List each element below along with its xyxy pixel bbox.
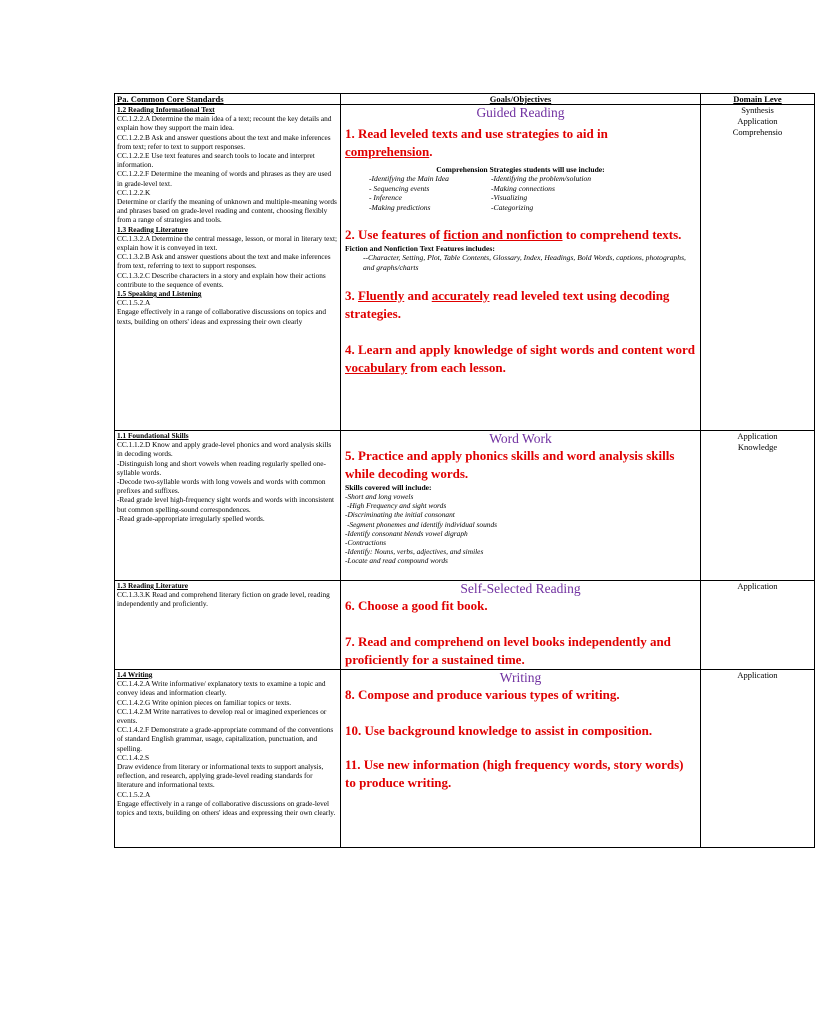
strategies-heading: Comprehension Strategies students will use include: bbox=[436, 165, 605, 174]
skills-heading: Skills covered will include: bbox=[345, 483, 432, 492]
goal-4 bbox=[345, 341, 696, 377]
standard-text: -Decode two-syllable words with long vowels and words with common prefixes and suffixes. bbox=[117, 477, 326, 496]
standards-table bbox=[114, 93, 815, 848]
domain-cell bbox=[701, 105, 815, 431]
standard-text: CC.1.4.2.M Write narratives to develop real or imagined experiences or events. bbox=[117, 706, 327, 726]
header-standards: Pa. Common Core Standards bbox=[115, 94, 341, 105]
strategies-list bbox=[345, 174, 696, 212]
header-domain: Domain Leve bbox=[701, 94, 815, 105]
strategy-item: -Categorizing bbox=[491, 202, 534, 212]
goal-text: from each lesson. bbox=[407, 359, 506, 375]
standard-text: CC.1.3.2.A Determine the central message, lesson, or moral in literary text; explain how it is conveyed in text. bbox=[117, 233, 338, 253]
skill-item: -Short and long vowels bbox=[345, 492, 414, 501]
standards-heading: 1.3 Reading Literature bbox=[117, 224, 189, 234]
standard-text: CC.1.4.2.F Demonstrate a grade-appropriate command of the conventions of standard English grammar, usage, capitalization, punctuation, and spelling. bbox=[117, 725, 334, 753]
standard-text: -Read grade-appropriate irregularly spelled words. bbox=[117, 513, 265, 523]
standards-cell bbox=[115, 105, 341, 431]
goal-10: 10. Use background knowledge to assist in composition. bbox=[345, 723, 653, 738]
skill-item: -Discriminating the initial consonant bbox=[345, 510, 455, 520]
standard-text: Determine or clarify the meaning of unknown and multiple-meaning words and phrases based on grade-level reading and content, choosing flexibly from a range of strategies and tools. bbox=[117, 197, 337, 225]
goals-cell bbox=[341, 431, 701, 581]
standard-text: CC.1.4.2.S bbox=[117, 752, 150, 762]
domain-level: Application bbox=[737, 431, 778, 441]
standard-text: CC.1.3.2.C Describe characters in a story and explain how their actions contribute to the sequence of events. bbox=[117, 270, 326, 289]
standards-heading: 1.5 Speaking and Listening bbox=[117, 289, 202, 299]
skill-item: -Locate and read compound words bbox=[345, 556, 448, 566]
goal-text: and bbox=[404, 287, 432, 303]
writing-row bbox=[115, 670, 815, 848]
strategy-item: -Making connections bbox=[491, 183, 555, 193]
section-title: Self-Selected Reading bbox=[460, 581, 581, 596]
goal-emphasis: Fluently bbox=[358, 287, 405, 303]
domain-level: Application bbox=[737, 670, 778, 680]
domain-level: Application bbox=[737, 581, 778, 591]
goal-emphasis: fiction and nonfiction bbox=[443, 227, 563, 243]
standard-text: -Distinguish long and short vowels when reading regularly spelled one-syllable words. bbox=[117, 458, 326, 477]
skill-item: -Contractions bbox=[345, 538, 387, 548]
domain-cell bbox=[701, 581, 815, 670]
goal-emphasis: vocabulary bbox=[345, 359, 408, 375]
goal-emphasis: accurately bbox=[431, 287, 490, 303]
goal-text: 2. Use features of bbox=[345, 227, 444, 243]
domain-cell bbox=[701, 670, 815, 848]
strategy-item: - Inference bbox=[369, 193, 402, 203]
standards-cell bbox=[115, 581, 341, 670]
standard-text: CC.1.2.2.E Use text features and search tools to locate and interpret information. bbox=[117, 151, 315, 170]
goal-emphasis: comprehension bbox=[345, 144, 430, 159]
strategy-item: - Sequencing events bbox=[369, 183, 430, 193]
standard-text: CC.1.4.2.A Write informative/ explanatory texts to examine a topic and convey ideas and information clearly. bbox=[117, 679, 326, 698]
strategy-item: -Visualizing bbox=[491, 193, 528, 203]
strategy-item: -Identifying the Main Idea bbox=[369, 174, 449, 183]
goal-text: read leveled text using decoding strategies. bbox=[345, 287, 670, 321]
goals-cell bbox=[341, 670, 701, 848]
standard-text: Engage effectively in a range of collaborative discussions on grade-level topics and texts, building on others' ideas and expressing their own clearly. bbox=[117, 798, 336, 818]
skill-item: -Segment phonemes and identify individual sounds bbox=[347, 519, 498, 529]
skill-item: -High Frequency and sight words bbox=[347, 501, 447, 511]
skill-item: -Identify consonant blends vowel digraph bbox=[345, 528, 468, 538]
domain-cell bbox=[701, 431, 815, 581]
standard-text: Draw evidence from literary or informational texts to support analysis, reflection, and research, applying grade-level reading standards for literature and informational texts. bbox=[117, 762, 324, 790]
domain-level: Synthesis bbox=[741, 105, 774, 115]
standard-text: CC.1.2.2.F Determine the meaning of words and phrases as they are used in grade-level text. bbox=[117, 169, 332, 188]
features-list: --Character, Setting, Plot, Table Contents, Glossary, Index, Headings, Bold Words, captions, photographs, and graphs/charts bbox=[363, 253, 686, 272]
goal-6: 6. Choose a good fit book. bbox=[345, 598, 488, 613]
section-title: Word Work bbox=[489, 431, 552, 446]
domain-level: Comprehensio bbox=[732, 127, 783, 137]
standard-text: CC.1.4.2.G Write opinion pieces on familiar topics or texts. bbox=[117, 697, 292, 707]
standard-text: CC.1.3.2.B Ask and answer questions about the text and make inferences from text, referring to text to support responses. bbox=[117, 252, 331, 271]
standards-cell bbox=[115, 670, 341, 848]
header-goals: Goals/Objectives bbox=[341, 94, 701, 105]
standard-text: CC.1.2.2.K bbox=[117, 187, 151, 197]
standard-text: Engage effectively in a range of collaborative discussions on topics and texts, building on others' ideas and expressing their own clearly bbox=[117, 307, 326, 326]
goal-text: 4. Learn and apply knowledge of sight words and content word bbox=[345, 341, 695, 357]
goal-text: to comprehend texts. bbox=[562, 227, 682, 243]
standard-text: CC.1.2.2.A Determine the main idea of a text; recount the key details and explain how they support the main idea. bbox=[117, 114, 332, 133]
goal-1 bbox=[345, 125, 696, 161]
domain-level: Knowledge bbox=[737, 442, 778, 452]
features-heading: Fiction and Nonfiction Text Features includes: bbox=[345, 244, 495, 254]
standard-text: CC.1.2.2.B Ask and answer questions about the text and make inferences from text; refer to text to support responses. bbox=[117, 132, 331, 151]
strategy-item: -Making predictions bbox=[369, 202, 431, 212]
goal-text: . bbox=[429, 144, 433, 159]
section-title: Writing bbox=[499, 670, 542, 685]
goal-text: 3. bbox=[345, 287, 358, 303]
standard-text: CC.1.5.2.A bbox=[117, 298, 151, 308]
standard-text: CC.1.1.2.D Know and apply grade-level phonics and word analysis skills in decoding words. bbox=[117, 440, 332, 459]
skill-item: -Identify: Nouns, verbs, adjectives, and similes bbox=[345, 547, 484, 557]
guided-reading-row bbox=[115, 105, 815, 431]
goal-11: 11. Use new information (high frequency words, story words) to produce writing. bbox=[345, 757, 684, 790]
goal-7: 7. Read and comprehend on level books independently and proficiently for a sustained time. bbox=[345, 634, 671, 667]
standard-text: CC.1.5.2.A bbox=[117, 789, 151, 799]
goals-cell bbox=[341, 105, 701, 431]
goal-5: 5. Practice and apply phonics skills and word analysis skills while decoding words. bbox=[345, 448, 675, 481]
standards-cell bbox=[115, 431, 341, 581]
skills-list bbox=[345, 492, 696, 566]
standards-heading: 1.1 Foundational Skills bbox=[117, 431, 189, 440]
self-selected-reading-row bbox=[115, 581, 815, 670]
goal-text: 1. Read leveled texts and use strategies to aid in bbox=[345, 126, 608, 141]
standards-heading: 1.4 Writing bbox=[117, 670, 153, 679]
goal-3 bbox=[345, 287, 696, 323]
goal-2 bbox=[345, 226, 696, 244]
domain-level: Application bbox=[737, 116, 778, 126]
section-title: Guided Reading bbox=[476, 105, 565, 120]
word-work-row bbox=[115, 431, 815, 581]
header-row bbox=[115, 94, 815, 105]
goal-8: 8. Compose and produce various types of writing. bbox=[345, 687, 620, 702]
standards-heading: 1.3 Reading Literature bbox=[117, 581, 189, 590]
goals-cell bbox=[341, 581, 701, 670]
standard-text: CC.1.3.3.K Read and comprehend literary fiction on grade level, reading independently and proficiently. bbox=[117, 590, 330, 609]
standard-text: -Read grade level high-frequency sight words and words with inconsistent but common spelling-sound correspondences. bbox=[117, 495, 335, 514]
standards-heading: 1.2 Reading Informational Text bbox=[117, 105, 215, 114]
strategy-item: -Identifying the problem/solution bbox=[491, 174, 592, 183]
